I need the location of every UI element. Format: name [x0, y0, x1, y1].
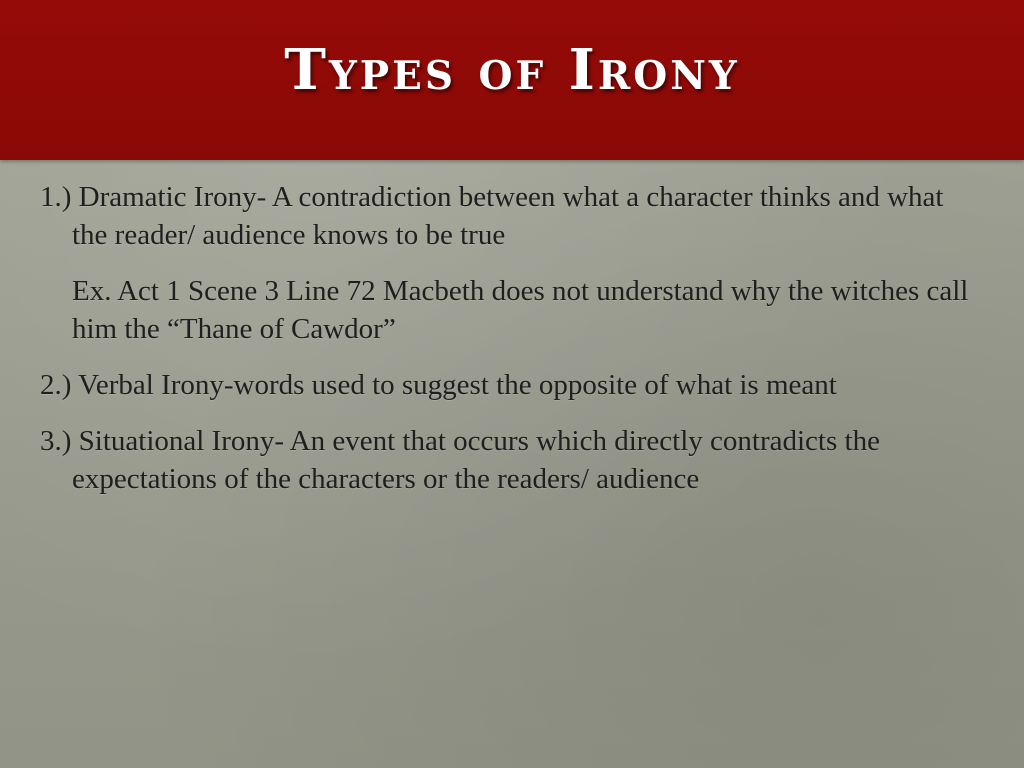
dramatic-irony-item: 1.) Dramatic Irony- A contradiction between what a character thinks and what the reader/ audience knows to be true [40, 181, 944, 251]
slide-content [40, 178, 985, 516]
slide-title: Types of Irony [284, 37, 740, 103]
dramatic-irony-example: Ex. Act 1 Scene 3 Line 72 Macbeth does not understand why the witches call him the “Thane of Cawdor” [72, 275, 969, 345]
title-bar [0, 0, 1024, 160]
verbal-irony-item: 2.) Verbal Irony-words used to suggest the opposite of what is meant [40, 369, 837, 401]
situational-irony-item: 3.) Situational Irony- An event that occurs which directly contradicts the expectations of the characters or the readers/ audience [40, 425, 880, 495]
